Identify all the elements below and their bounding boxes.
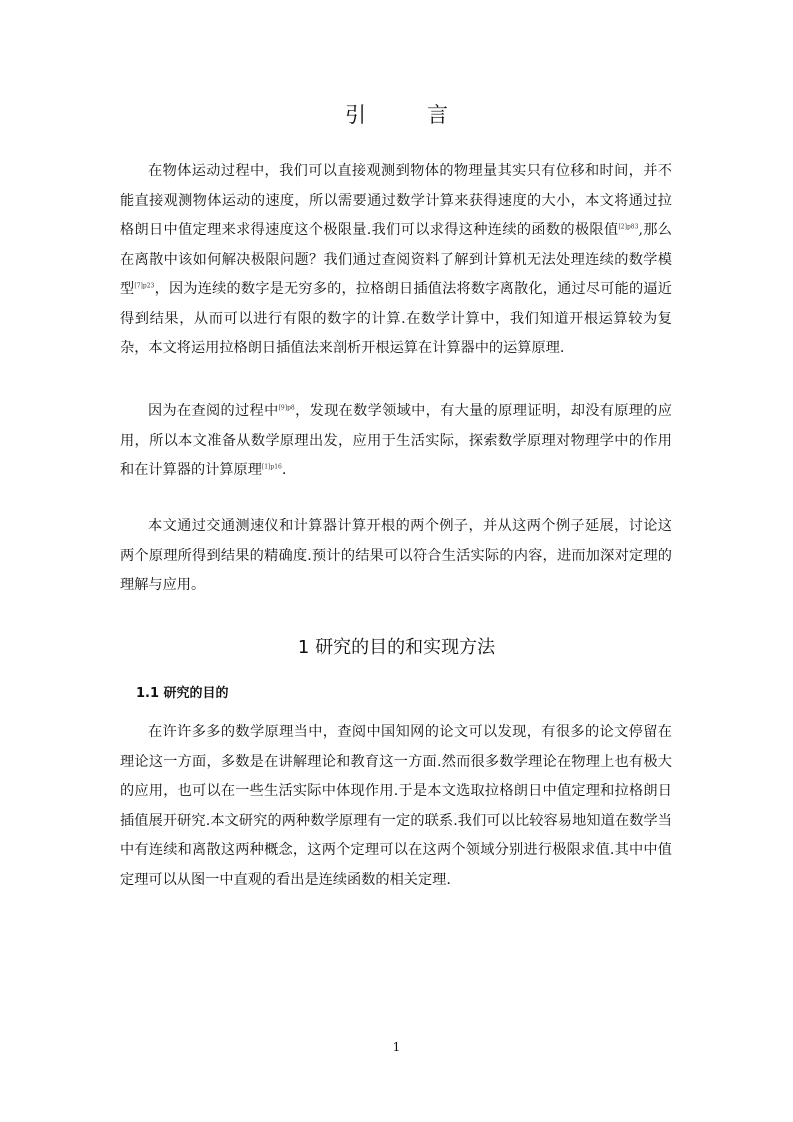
intro-p1-text-b: ,那么在离散中该如何解决极限问题？我们通过查阅资料了解到计算机无法处理连续的数学模型	[120, 222, 672, 297]
intro-paragraph-3: 本文通过交通测速仪和计算器计算开根的两个例子，并从这两个例子延展，讨论这两个原理所得到结果的精确度.预计的结果可以符合生活实际的内容，进而加深对定理的理解与应用。	[120, 518, 672, 593]
intro-paragraph-2	[120, 397, 672, 486]
intro-p1-text-c: ，因为连续的数字是无穷多的，拉格朗日插值法将数字离散化，通过尽可能的逼近得到结果，从而可以进行有限的数字的计算.在数学计算中，我们知道开根运算较为复杂，本文将运用拉格朗日插值法来剖析开根运算在计算器中的运算原理.	[120, 281, 672, 356]
section-heading: 1 研究的目的和实现方法	[297, 637, 496, 658]
citation-ref: [7]p23	[134, 282, 155, 290]
intro-p2-text-a: 因为在查阅的过程中	[148, 403, 279, 419]
citation-ref: [1]p16	[261, 463, 282, 471]
citation-ref: [2]p83	[618, 223, 639, 231]
subsection-heading: 1.1 研究的目的	[136, 686, 229, 701]
intro-paragraph-1	[120, 157, 672, 364]
intro-p2-text-c: .	[281, 462, 287, 478]
page-number: 1	[392, 1040, 401, 1054]
section-paragraph-1: 在许许多多的数学原理当中，查阅中国知网的论文可以发现，有很多的论文停留在理论这一方面，多数是在讲解理论和教育这一方面.然而很多数学理论在物理上也有极大的应用，也可以在一些生活实际中体现作用.于是本文选取拉格朗日中值定理和拉格朗日插值展开研究.本文研究的两种数学原理有一定的联系.我们可以比较容易地知道在数学当中有连续和离散这两种概念，这两个定理可以在这两个领域分别进行极限求值.其中中值定理可以从图一中直观的看出是连续函数的相关定理.	[120, 724, 672, 888]
intro-p2-text-b: ，发现在数学领域中，有大量的原理证明，却没有原理的应用，所以本文准备从数学原理出发，应用于生活实际，探索数学原理对物理学中的作用和在计算器的计算原理	[120, 403, 672, 478]
intro-p1-text-a: 在物体运动过程中，我们可以直接观测到物体的物理量其实只有位移和时间，并不能直接观测物体运动的速度，所以需要通过数学计算来获得速度的大小，本文将通过拉格朗日中值定理来求得速度这个极限量.我们可以求得这种连续的函数的极限值	[120, 163, 672, 238]
page-title: 引 言	[345, 103, 468, 127]
citation-ref: [9]p8	[278, 404, 295, 412]
